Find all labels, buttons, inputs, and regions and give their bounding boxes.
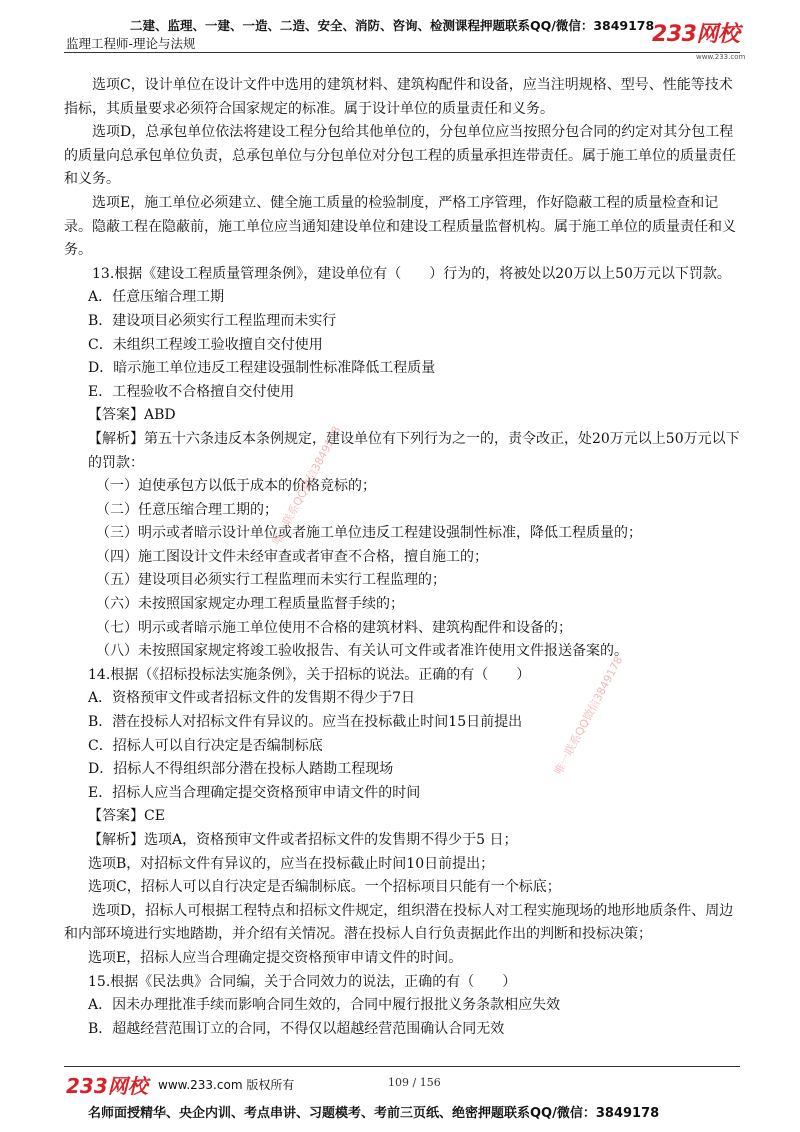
paragraph: D．暗示施工单位违反工程建设强制性标准降低工程质量 <box>88 360 436 377</box>
footer-site: www.233.com 版权所有 <box>158 1078 295 1092</box>
paragraph: C．招标人可以自行决定是否编制标底 <box>88 737 323 754</box>
footer-logo: 233网校 <box>66 1074 148 1098</box>
header-rule <box>64 52 740 53</box>
paragraph: （八）未按照国家规定将竣工验收报告、有关认可文件或者准许使用文件报送备案的。 <box>96 643 628 660</box>
paragraph: （一）迫使承包方以低于成本的价格竞标的； <box>96 478 376 495</box>
paragraph: 【答案】ABD <box>88 407 176 424</box>
paragraph: C．未组织工程竣工验收擅自交付使用 <box>88 336 323 353</box>
page-number: 109 / 156 <box>388 1076 441 1089</box>
paragraph: 选项D，招标人可根据工程特点和招标文件规定，组织潜在投标人对工程实施现场的地形地质条件、周边和内部环境进行实地踏勘，并介绍有关情况。潜在投标人自行负责据此作出的判断和投标决策； <box>64 902 734 943</box>
logo-text: 233网校 <box>652 22 740 47</box>
paragraph: 15.根据《民法典》合同编，关于合同效力的说法，正确的有（ ） <box>88 973 517 990</box>
paragraph: （五）建设项目必须实行工程监理而未实行工程监理的； <box>96 572 446 589</box>
footer-rule <box>64 1066 740 1067</box>
paragraph: 14.根据（《招标投标法实施条例》，关于招标的说法。正确的有（ ） <box>88 666 531 683</box>
paragraph: A．资格预审文件或者招标文件的发售期不得少于7日 <box>88 690 416 707</box>
paragraph: （三）明示或者暗示设计单位或者施工单位违反工程建设强制性标准，降低工程质量的； <box>96 525 642 542</box>
paragraph: B．潜在投标人对招标文件有异议的。应当在投标截止时间15日前提出 <box>88 714 523 731</box>
header-subtitle: 监理工程师-理论与法规 <box>66 36 196 51</box>
paragraph: A．因未办理批准手续而影响合同生效的，合同中履行报批义务条款相应失效 <box>88 997 561 1014</box>
paragraph: 选项E，施工单位必须建立、健全施工质量的检验制度，严格工序管理，作好隐蔽工程的质量检查和记录。隐蔽工程在隐蔽前，施工单位应当通知建设单位和建设工程质量监督机构。属于施工单位的质量责任和义务。 <box>64 194 736 259</box>
document-body <box>64 74 740 1041</box>
paragraph: B．超越经营范围订立的合同，不得仅以超越经营范围确认合同无效 <box>88 1020 505 1037</box>
paragraph: A．任意压缩合理工期 <box>88 289 225 306</box>
watermark: 唯一联系QQ微信3849178 <box>551 654 626 778</box>
paragraph: 【解析】第五十六条违反本条例规定，建设单位有下列行为之一的，责令改正，处20万元以上50万元以下的罚款： <box>88 430 740 471</box>
paragraph: （四）施工图设计文件未经审查或者审查不合格，擅自施工的； <box>96 548 488 565</box>
paragraph: 选项C，设计单位在设计文件中选用的建筑材料、建筑构配件和设备，应当注明规格、型号、性能等技术指标，其质量要求必须符合国家规定的标准。属于设计单位的质量责任和义务。 <box>64 77 733 117</box>
paragraph: （七）明示或者暗示施工单位使用不合格的建筑材料、建筑构配件和设备的； <box>96 619 572 636</box>
paragraph: 选项D，总承包单位依法将建设工程分包给其他单位的，分包单位应当按照分包合同的约定对其分包工程的质量向总承包单位负责，总承包单位与分包单位对分包工程的质量承担连带责任。属于施工单位的质量责任和义务。 <box>64 124 736 188</box>
footer-bottom-line: 名师面授精华、央企内训、考点串讲、习题模考、考前三页纸、绝密押题联系QQ/微信：3849178 <box>88 1106 660 1121</box>
paragraph: （二）任意压缩合理工期的； <box>96 501 278 518</box>
paragraph: 【解析】选项A，资格预审文件或者招标文件的发售期不得少于5 日； <box>88 832 518 848</box>
paragraph: 选项C，招标人可以自行决定是否编制标底。一个招标项目只能有一个标底； <box>88 879 561 896</box>
paragraph: （六）未按照国家规定办理工程质量监督手续的； <box>96 596 404 613</box>
paragraph: D．招标人不得组织部分潜在投标人踏勘工程现场 <box>88 761 394 778</box>
header-top-line: 二建、监理、一建、一造、二造、安全、消防、咨询、检测课程押题联系QQ/微信：3849178 <box>130 18 655 33</box>
logo-url: www.233.com <box>696 53 746 61</box>
header-logo <box>652 22 746 61</box>
paragraph: 【答案】CE <box>88 808 165 825</box>
watermark: 唯一联系QQ微信3849178 <box>269 424 344 548</box>
paragraph: E．工程验收不合格擅自交付使用 <box>88 383 295 400</box>
paragraph: E．招标人应当合理确定提交资格预审申请文件的时间 <box>88 784 421 801</box>
paragraph: B．建设项目必须实行工程监理而未实行 <box>88 312 337 329</box>
paragraph: 选项B，对招标文件有异议的，应当在投标截止时间10日前提出； <box>88 855 495 872</box>
paragraph: 13.根据《建设工程质量管理条例》，建设单位有（ ）行为的，将被处以20万以上50万元以下罚款。 <box>92 265 731 282</box>
paragraph: 选项E，招标人应当合理确定提交资格预审申请文件的时间。 <box>88 949 463 966</box>
